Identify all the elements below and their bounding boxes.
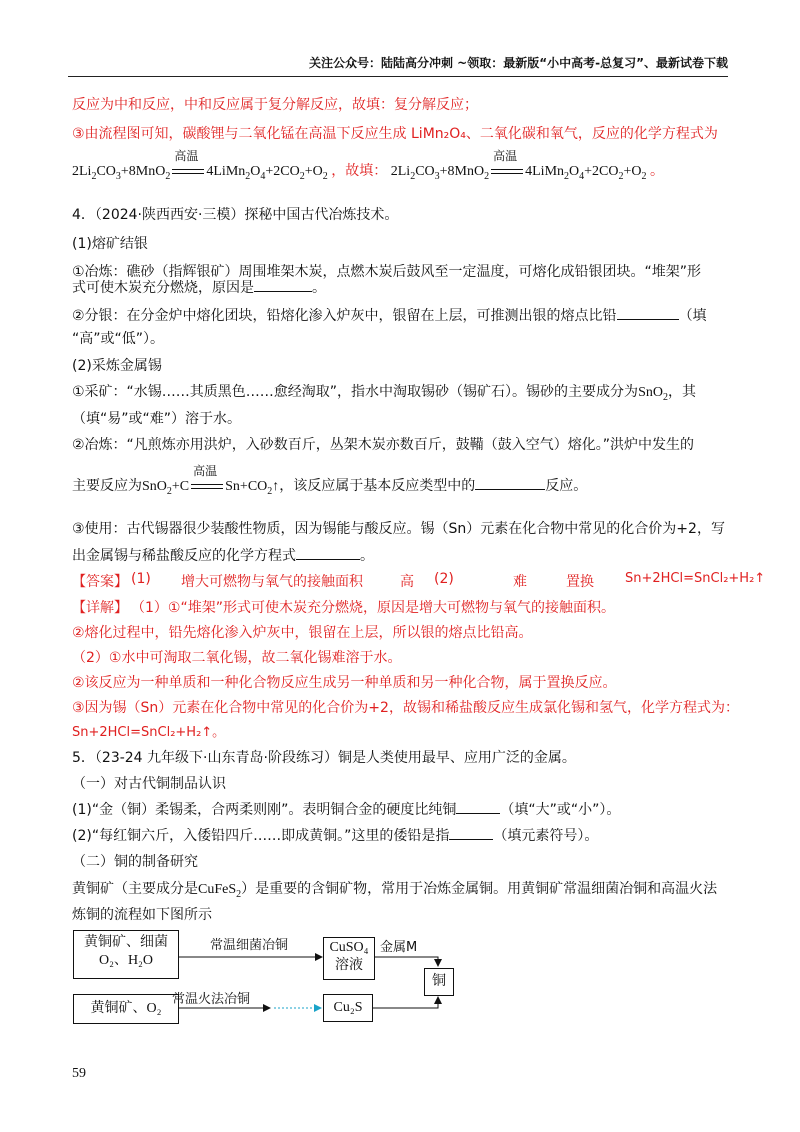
answer-item-2: 增大可燃物与氧气的接触面积 [181,574,363,590]
answer-label: 【答案】 [72,574,128,590]
answer-item-4: (2) [434,571,454,587]
detail-line-5: ③因为锡（Sn）元素在化合物中常见的化合价为+2，故锡和稀盐酸反应生成氯化锡和氢气，化学方程式为： [72,700,739,716]
q4-para-5a: ③使用：古代锡器很少装酸性物质，因为锡能与酸反应。锡（Sn）元素在化合物中常见的化合价为+2，写 [72,521,725,537]
q4-para-4a: ②冶炼：“凡煎炼亦用洪炉，入砂数百斤，丛架木炭亦数百斤，鼓鞴（鼓入空气）熔化。”洪炉中发生的 [72,437,695,453]
q4-section-1: (1)熔矿结银 [72,236,148,252]
q4-para-1a: ①冶炼：礁砂（指辉银矿）周围堆架木炭，点燃木炭后鼓风至一定温度，可熔化成铅银团块。“堆架”形 [72,264,702,280]
answer-item-1: (1) [131,571,151,587]
flow-box-chalcopyrite-bacteria: 黄铜矿、细菌 O₂、H₂O [73,930,179,979]
flow-label-fire: 常温火法冶铜 [172,992,251,1007]
answer-blank[interactable] [617,305,679,320]
q4-para-2b: “高”或“低”）。 [72,331,165,347]
equation-2: $2Li_2CO_3+8MnO_2$ 高温 $4LiMn_2O_4+2CO_2+O_2$ [390,149,647,182]
equation-line: $2Li_2CO_3+8MnO_2$ 高温 $4LiMn_2O_4+2CO_2+O_2$ ，故填： $2Li_2CO_3+8MnO_2$ 高温 $4LiMn_2O_4+2CO_2+O_2$ 。 [72,149,664,182]
answer-item-3: 高 [400,574,414,590]
q5-para-3a: 黄铜矿（主要成分是CuFeS$_2$）是重要的含铜矿物，常用于冶炼金属铜。用黄铜矿常温细菌冶铜和高温火法 [72,881,718,900]
flow-label-metal-m: 金属M [380,940,418,955]
q4-para-2a: ②分银：在分金炉中熔化团块，铅熔化渗入炉灰中，银留在上层，可推测出银的熔点比铅 （填 [72,305,707,325]
answer-blank[interactable] [475,475,545,490]
q4-section-2: (2)采炼金属锡 [72,358,162,374]
question-4-title: 4．（2024·陕西西安·三模）探秘中国古代冶炼技术。 [72,207,399,223]
detail-line-6: Sn+2HCl=SnCl₂+H₂↑。 [72,725,226,740]
flow-box-cu2s: Cu₂S [323,994,373,1022]
flow-box-copper: 铜 [424,968,454,996]
detail-line-4: ②该反应为一种单质和一种化合物反应生成另一种单质和另一种化合物，属于置换反应。 [72,675,617,691]
answer-line-2: ③由流程图可知，碳酸锂与二氧化锰在高温下反应生成 LiMn₂O₄、二氧化碳和氧气，反应的化学方程式为 [72,126,718,142]
q4-para-1b: 式可使木炭充分燃烧，原因是 。 [72,277,326,297]
q4-para-3b: （填“易”或“难”）溶于水。 [72,411,242,427]
detail-line-3: （2）①水中可淘取二氧化锡，故二氧化锡难溶于水。 [72,650,402,666]
answer-blank[interactable] [254,277,312,292]
answer-item-5: 难 [513,574,527,590]
page-number: 59 [72,1066,86,1081]
detail-line-1: （1）①“堆架”形式可使木炭充分燃烧，原因是增大可燃物与氧气的接触面积。 [131,600,615,616]
answer-blank[interactable] [449,825,493,840]
q4-para-4b: 主要反应为SnO$_2$+C 高温 $Sn+CO_2↑$，该反应属于基本反应类型中的 反应。 [72,464,588,497]
q4-para-3a: ①采矿：“水锡……其质黑色……愈经淘取”，指水中淘取锡砂（锡矿石）。锡砂的主要成分为SnO$_2$，其 [72,384,696,403]
q5-para-2: (2)“每红铜六斤，入倭铅四斤……即成黄铜。”这里的倭铅是指 （填元素符号）。 [72,825,598,845]
flow-box-chalcopyrite-o2: 黄铜矿、O₂ [73,994,179,1024]
q5-para-1: (1)“金（铜）柔锡柔，合两柔则刚”。表明铜合金的硬度比纯铜 （填“大”或“小”）。 [72,799,620,819]
q5-para-3b: 炼铜的流程如下图所示 [72,907,212,923]
flow-box-cuso4: CuSO₄ 溶液 [323,937,375,980]
detail-label: 【详解】 [72,600,128,616]
q4-para-5b: 出金属锡与稀盐酸反应的化学方程式 。 [72,545,374,565]
page-header: 关注公众号：陆陆高分冲刺 ~领取：最新版“小中高考-总复习”、最新试卷下载 [309,56,728,70]
equation-1: $2Li_2CO_3+8MnO_2$ 高温 $4LiMn_2O_4+2CO_2+O_2$ [72,149,328,182]
answer-item-6: 置换 [566,574,594,590]
answer-item-7: Sn+2HCl=SnCl₂+H₂↑ [625,571,766,586]
answer-blank[interactable] [456,799,500,814]
detail-line-2: ②熔化过程中，铅先熔化渗入炉灰中，银留在上层，所以银的熔点比铅高。 [72,625,533,641]
header-rule [68,76,728,77]
q5-section-1: （一）对古代铜制品认识 [72,776,226,792]
arrow-metal-m [375,957,438,966]
q5-section-2: （二）铜的制备研究 [72,854,198,870]
arrow-cu2s [373,997,438,1008]
question-5-title: 5．（23-24 九年级下·山东青岛·阶段练习）铜是人类使用最早、应用广泛的金属。 [72,750,576,766]
flow-label-bacteria: 常温细菌冶铜 [210,938,289,953]
answer-line-1: 反应为中和反应，中和反应属于复分解反应，故填：复分解反应； [72,97,478,113]
answer-blank[interactable] [296,545,360,560]
